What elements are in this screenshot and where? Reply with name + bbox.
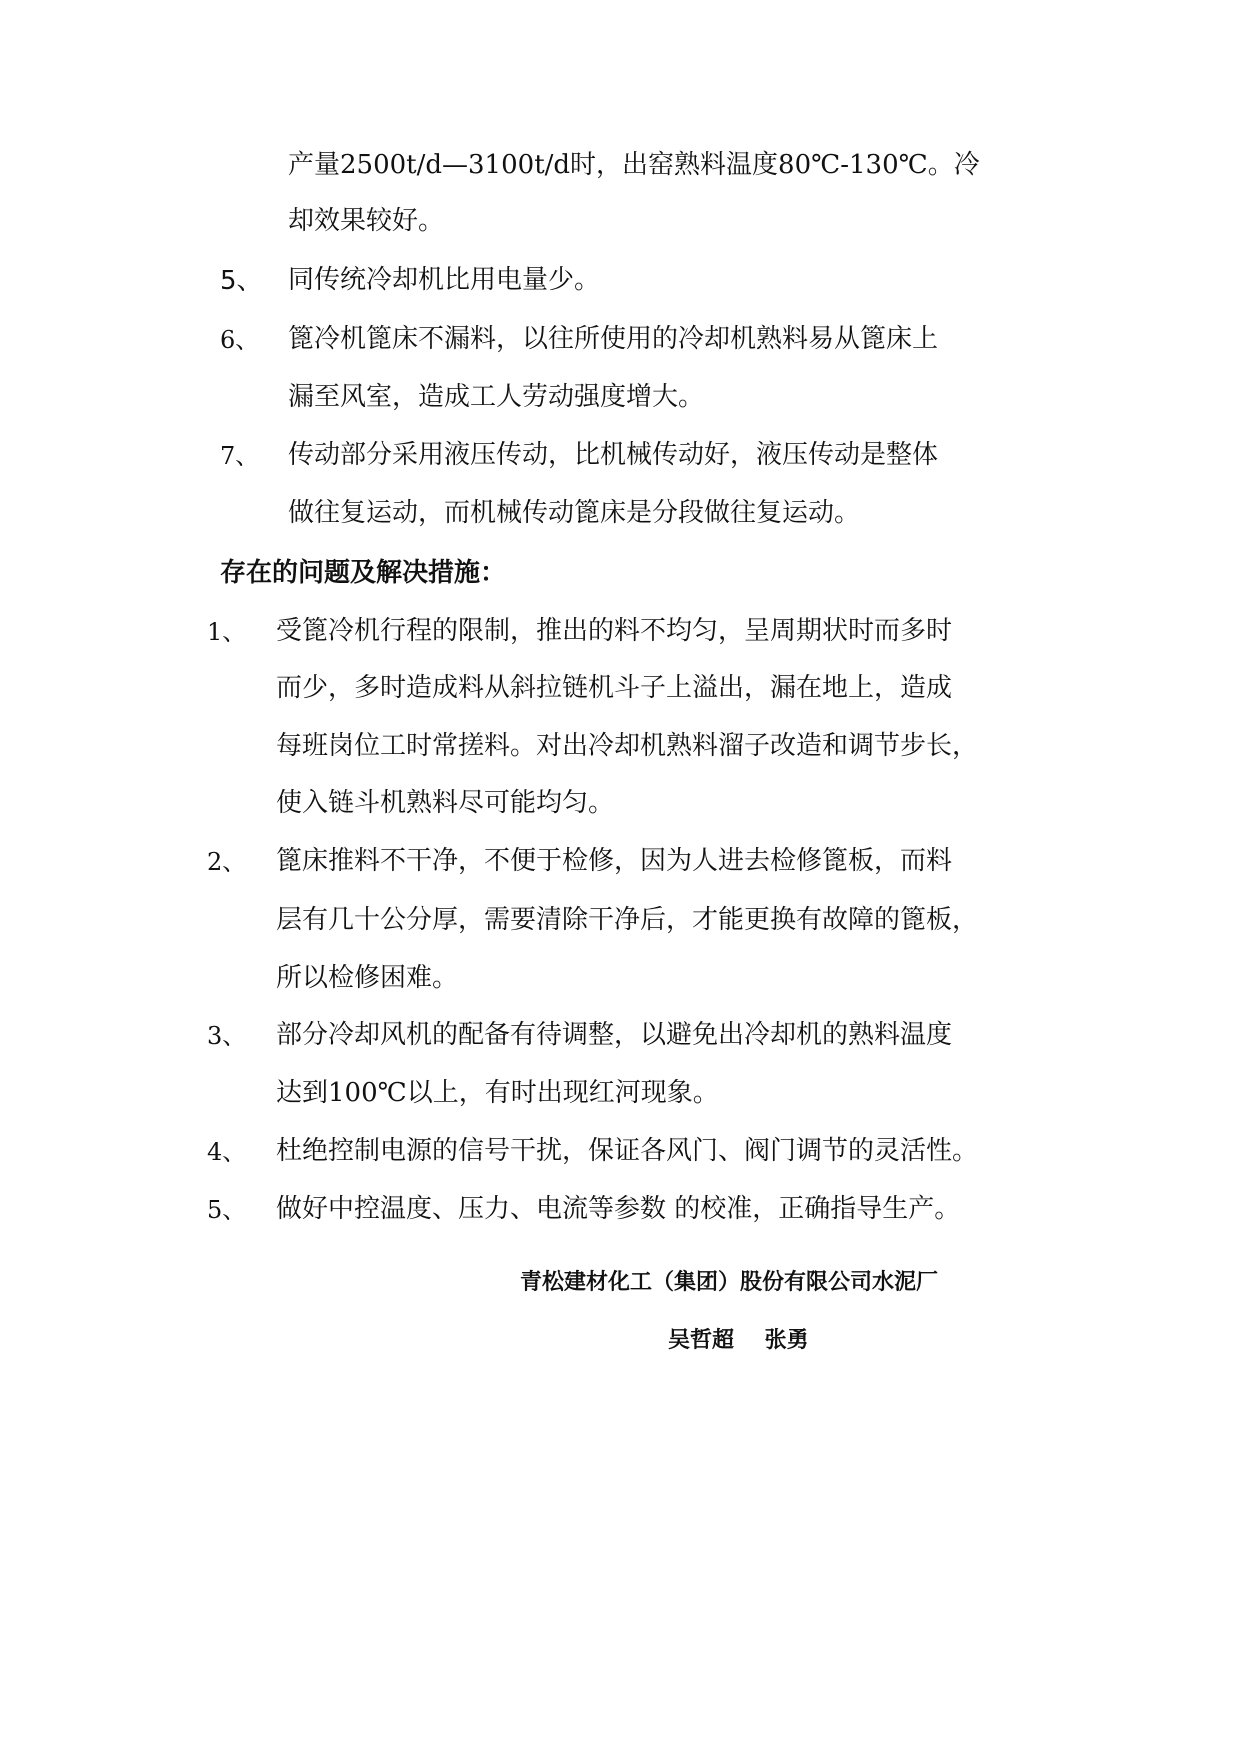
intro-line-1: 产量2500t/d—3100t/d时，出窑熟料温度80℃-130℃。冷	[288, 150, 980, 180]
problem-1-line-1: 受篦冷机行程的限制，推出的料不均匀，呈周期状时而多时	[276, 616, 953, 646]
problem-1-line-3: 每班岗位工时常搓料。对出冷却机熟料溜子改造和调节步长，	[276, 731, 979, 761]
intro-line-2: 却效果较好。	[288, 206, 445, 236]
problem-2-line-2: 层有几十公分厚，需要清除干净后，才能更换有故障的篦板，	[276, 905, 979, 935]
advantage-7-line-2: 做往复运动，而机械传动篦床是分段做往复运动。	[288, 498, 861, 528]
problem-2-line-3: 所以检修困难。	[276, 963, 459, 993]
advantage-7-line-1: 传动部分采用液压传动，比机械传动好，液压传动是整体	[288, 440, 939, 470]
advantage-number-5: 5、	[220, 266, 263, 296]
problem-1-line-2: 而少，多时造成料从斜拉链机斗子上溢出，漏在地上，造成	[276, 673, 953, 703]
signature-organization: 青松建材化工（集团）股份有限公司水泥厂	[520, 1270, 939, 1295]
problem-number-4: 4、	[207, 1138, 247, 1166]
problems-heading: 存在的问题及解决措施：	[220, 558, 507, 588]
advantage-6-line-2: 漏至风室，造成工人劳动强度增大。	[288, 382, 705, 412]
advantage-number-6: 6、	[220, 326, 260, 354]
advantage-5-line-1: 同传统冷却机比用电量少。	[288, 265, 601, 295]
problem-number-3: 3、	[207, 1022, 247, 1050]
problem-2-line-1: 篦床推料不干净，不便于检修，因为人进去检修篦板，而料	[276, 846, 953, 876]
signature-authors: 吴哲超 张勇	[668, 1328, 809, 1353]
problem-4-line-1: 杜绝控制电源的信号干扰，保证各风门、阀门调节的灵活性。	[276, 1136, 979, 1166]
problem-1-line-4: 使入链斗机熟料尽可能均匀。	[276, 788, 615, 818]
advantage-6-line-1: 篦冷机篦床不漏料，以往所使用的冷却机熟料易从篦床上	[288, 324, 939, 354]
problem-3-line-1: 部分冷却风机的配备有待调整，以避免出冷却机的熟料温度	[276, 1020, 953, 1050]
problem-5-line-1: 做好中控温度、压力、电流等参数 的校准，正确指导生产。	[276, 1194, 961, 1224]
problem-3-line-2: 达到100℃以上，有时出现红河现象。	[276, 1078, 719, 1108]
problem-number-1: 1、	[207, 618, 247, 646]
problem-number-2: 2、	[207, 848, 247, 876]
problem-number-5: 5、	[207, 1196, 247, 1224]
advantage-number-7: 7、	[220, 442, 260, 470]
